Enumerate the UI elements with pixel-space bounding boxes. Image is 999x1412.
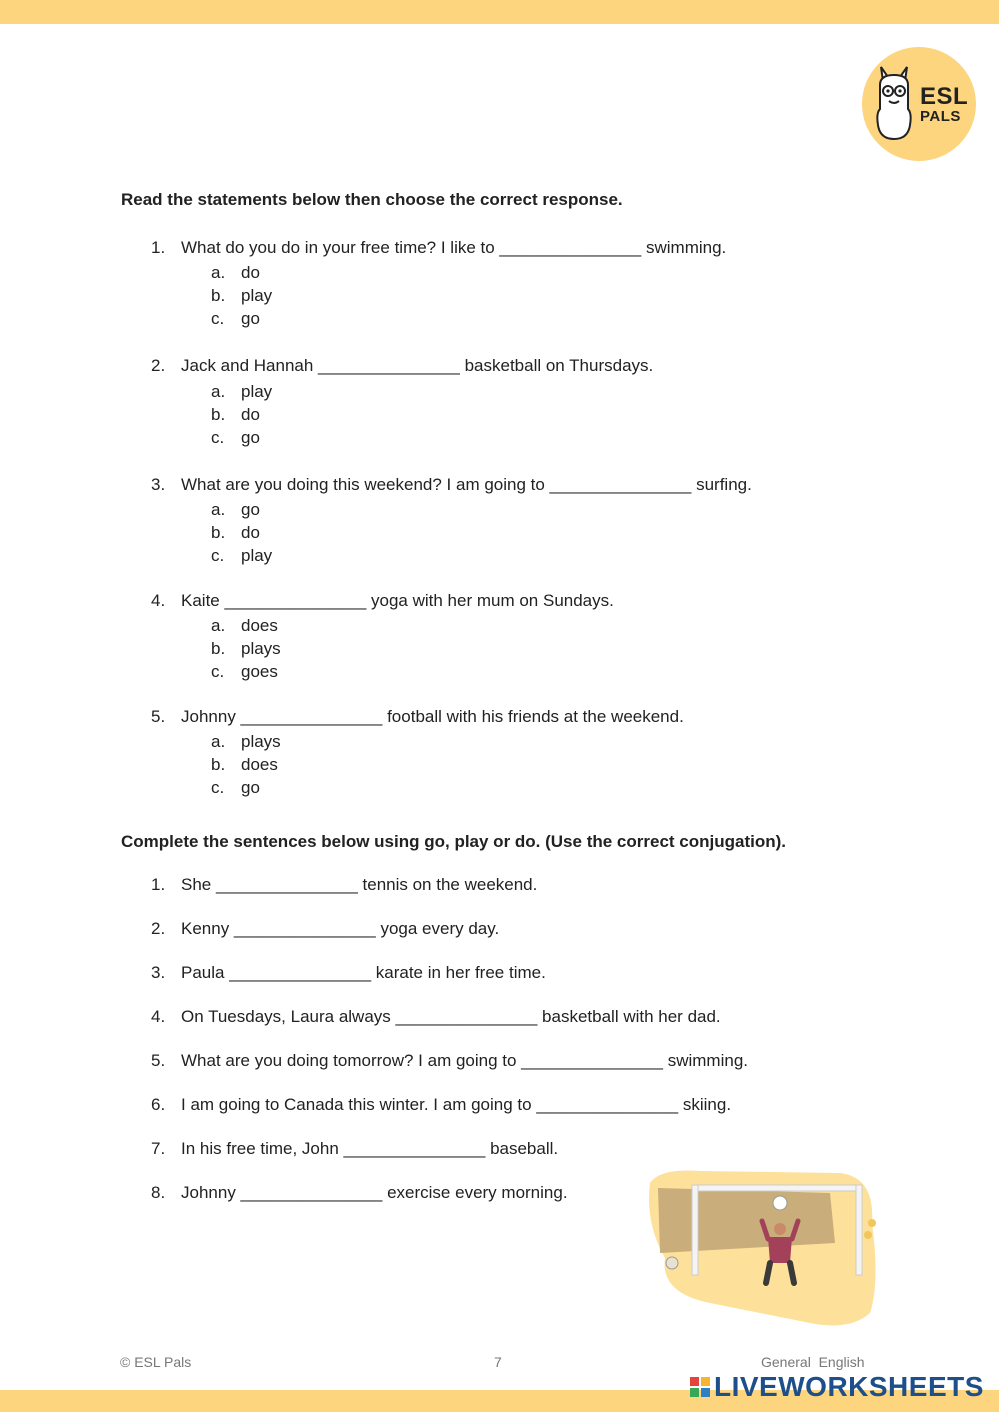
question-number: 4. (151, 591, 166, 610)
question-text: Kaite _______________ yoga with her mum on Sundays. (181, 591, 614, 610)
option-text: plays (241, 732, 281, 751)
option-text: play (241, 286, 273, 305)
option-letter: a. (211, 500, 226, 519)
option-2c[interactable] (211, 428, 260, 448)
sentence-text: Johnny _______________ exercise every morning. (181, 1183, 568, 1202)
section2-instruction: Complete the sentences below using go, play or do. (Use the correct conjugation). (121, 832, 786, 851)
sentence-text: I am going to Canada this winter. I am going to _______________ skiing. (181, 1095, 732, 1114)
question-text: Jack and Hannah _______________ basketball on Thursdays. (181, 356, 654, 375)
option-text: play (241, 382, 273, 401)
option-5c[interactable] (211, 778, 260, 798)
sentence-text: In his free time, John _______________ baseball. (181, 1139, 559, 1158)
sentence-number: 5. (151, 1051, 166, 1070)
question-number: 3. (151, 475, 166, 494)
option-letter: c. (211, 778, 225, 797)
question-3 (151, 475, 752, 495)
sentence-number: 7. (151, 1139, 166, 1158)
option-1b[interactable] (211, 286, 272, 306)
question-2 (151, 356, 653, 376)
sentence-number: 2. (151, 919, 166, 938)
option-text: plays (241, 639, 281, 658)
question-number: 5. (151, 707, 166, 726)
option-letter: b. (211, 405, 226, 424)
sentence-2[interactable] (151, 919, 499, 939)
option-5b[interactable] (211, 755, 278, 775)
option-letter: b. (211, 639, 226, 658)
option-5a[interactable] (211, 732, 281, 752)
option-1a[interactable] (211, 263, 260, 283)
logo-text (920, 85, 968, 124)
option-2a[interactable] (211, 382, 272, 402)
option-3a[interactable] (211, 500, 260, 520)
question-5 (151, 707, 684, 727)
sentence-number: 1. (151, 875, 166, 894)
question-number: 1. (151, 238, 166, 257)
llama-icon (874, 65, 920, 143)
goalkeeper-illustration (640, 1163, 890, 1333)
sentence-number: 6. (151, 1095, 166, 1114)
top-color-band (0, 0, 999, 24)
logo-line-2: PALS (920, 108, 961, 125)
question-1 (151, 238, 726, 258)
option-text: go (241, 309, 260, 328)
sentence-text: What are you doing tomorrow? I am going to _______________ swimming. (181, 1051, 749, 1070)
question-number: 2. (151, 356, 166, 375)
option-letter: c. (211, 662, 225, 681)
sentence-1[interactable] (151, 875, 537, 895)
option-text: does (241, 616, 278, 635)
sentence-4[interactable] (151, 1007, 721, 1027)
sentence-number: 8. (151, 1183, 166, 1202)
sentence-6[interactable] (151, 1095, 731, 1115)
option-text: does (241, 755, 278, 774)
sentence-text: On Tuesdays, Laura always _______________ basketball with her dad. (181, 1007, 721, 1026)
option-text: go (241, 778, 260, 797)
option-letter: c. (211, 309, 225, 328)
logo-line-1: ESL (920, 83, 969, 110)
option-4c[interactable] (211, 662, 278, 682)
option-text: do (241, 523, 260, 542)
option-letter: b. (211, 286, 226, 305)
liveworksheets-watermark (690, 1372, 984, 1402)
option-letter: b. (211, 755, 226, 774)
sentence-7[interactable] (151, 1139, 558, 1159)
sentence-5[interactable] (151, 1051, 748, 1071)
sentence-number: 3. (151, 963, 166, 982)
option-3c[interactable] (211, 546, 272, 566)
sentence-8[interactable] (151, 1183, 568, 1203)
liveworksheets-text: LIVEWORKSHEETS (714, 1371, 984, 1402)
option-text: play (241, 546, 273, 565)
option-text: go (241, 428, 260, 447)
option-2b[interactable] (211, 405, 260, 425)
option-letter: a. (211, 263, 226, 282)
question-4 (151, 591, 614, 611)
option-text: do (241, 405, 260, 424)
sentence-text: She _______________ tennis on the weekend. (181, 875, 538, 894)
option-4a[interactable] (211, 616, 278, 636)
sentence-text: Paula _______________ karate in her free time. (181, 963, 546, 982)
footer-page-number: 7 (494, 1354, 502, 1370)
option-letter: a. (211, 732, 226, 751)
footer-copyright: © ESL Pals (120, 1354, 192, 1370)
option-text: do (241, 263, 260, 282)
liveworksheets-logo-icon (690, 1377, 710, 1397)
option-letter: c. (211, 428, 225, 447)
footer-category: General English (761, 1354, 865, 1370)
option-text: goes (241, 662, 278, 681)
option-letter: a. (211, 382, 226, 401)
option-4b[interactable] (211, 639, 281, 659)
sentence-number: 4. (151, 1007, 166, 1026)
question-text: What are you doing this weekend? I am going to _______________ surfing. (181, 475, 752, 494)
question-text: Johnny _______________ football with his friends at the weekend. (181, 707, 684, 726)
esl-pals-logo (862, 47, 976, 161)
option-letter: c. (211, 546, 225, 565)
section1-instruction: Read the statements below then choose the correct response. (121, 190, 623, 209)
option-letter: b. (211, 523, 226, 542)
sentence-text: Kenny _______________ yoga every day. (181, 919, 500, 938)
sentence-3[interactable] (151, 963, 546, 983)
option-3b[interactable] (211, 523, 260, 543)
question-text: What do you do in your free time? I like to _______________ swimming. (181, 238, 727, 257)
option-text: go (241, 500, 260, 519)
option-letter: a. (211, 616, 226, 635)
option-1c[interactable] (211, 309, 260, 329)
